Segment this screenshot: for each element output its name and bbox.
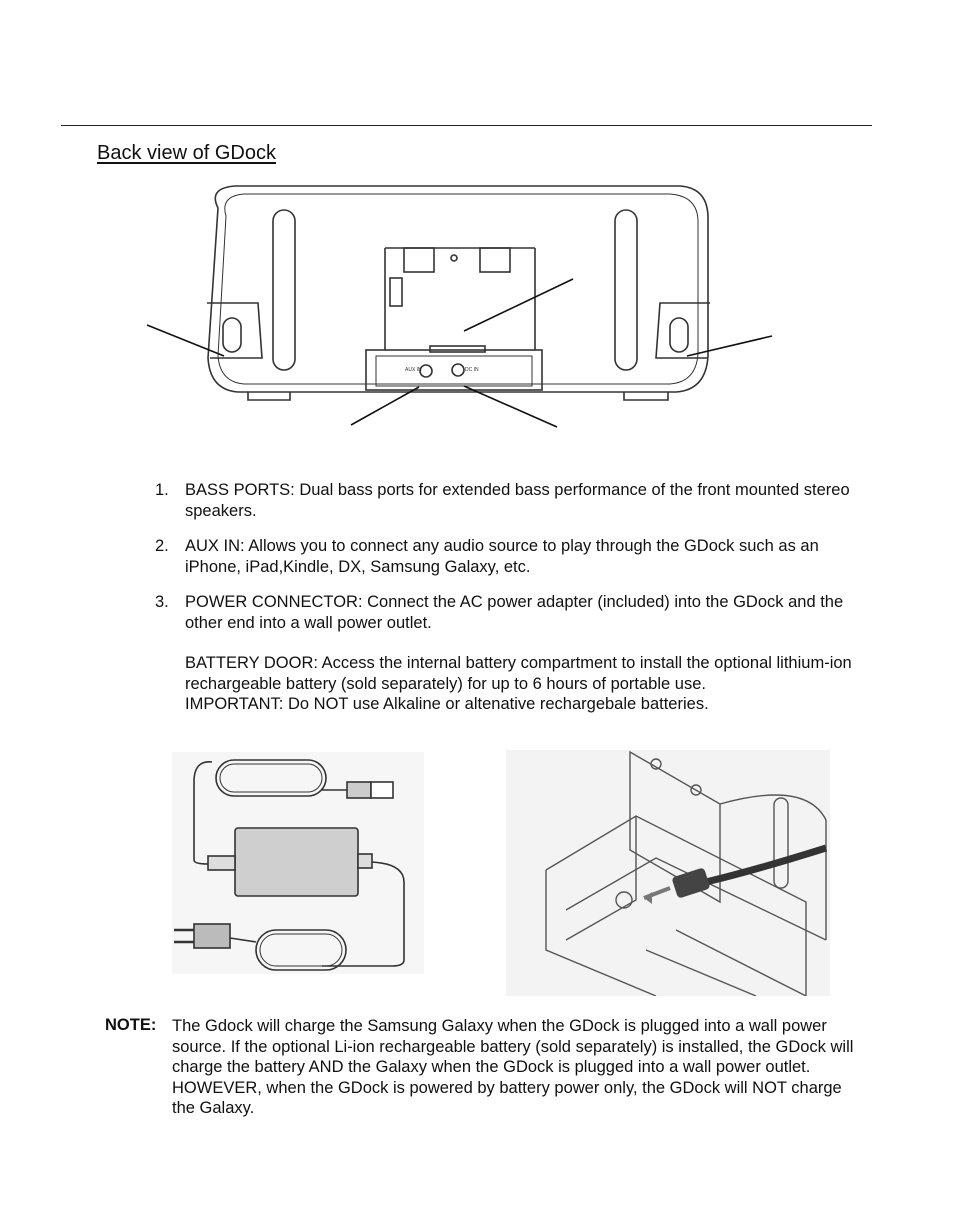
list-number: 1. — [155, 481, 169, 499]
note-text: The Gdock will charge the Samsung Galaxy when the GDock is plugged into a wall power source. If the optional Li-ion rechargeable battery (sold separately) is installed, the GDock will charge the battery AND the Galaxy when the GDock is plugged into a wall power outlet. HOWEVER, when the GDock is powered by battery power only, the GDock will NOT charge the Galaxy. — [172, 1017, 854, 1117]
battery-important-text: IMPORTANT: Do NOT use Alkaline or altenative rechargebale batteries. — [185, 695, 709, 713]
list-item — [151, 480, 871, 521]
list-text: BASS PORTS: Dual bass ports for extended bass performance of the front mounted stereo speakers. — [185, 481, 850, 520]
list-number: 3. — [155, 593, 169, 611]
battery-door-text: BATTERY DOOR: Access the internal battery compartment to install the optional lithium-ion rechargeable battery (sold separately) for up to 6 hours of portable use. — [185, 654, 852, 693]
header-rule — [61, 125, 872, 126]
dc-in-label: DC IN — [465, 367, 479, 373]
power-plug-insertion-illustration — [506, 750, 830, 996]
section-title: Back view of GDock — [97, 142, 276, 164]
ac-adapter-illustration — [172, 752, 424, 974]
list-text: POWER CONNECTOR: Connect the AC power adapter (included) into the GDock and the other end into a wall power outlet. — [185, 593, 844, 632]
list-item — [151, 592, 871, 633]
list-number: 2. — [155, 537, 169, 555]
list-text: AUX IN: Allows you to connect any audio source to play through the GDock such as an iPhone, iPad,Kindle, DX, Samsung Galaxy, etc. — [185, 537, 819, 576]
list-item — [151, 536, 871, 577]
feature-list — [151, 480, 871, 648]
battery-door-note — [185, 653, 875, 715]
aux-in-label: AUX IN — [405, 367, 422, 373]
note-label: NOTE: — [105, 1016, 157, 1034]
gdock-back-view-diagram — [140, 178, 780, 433]
